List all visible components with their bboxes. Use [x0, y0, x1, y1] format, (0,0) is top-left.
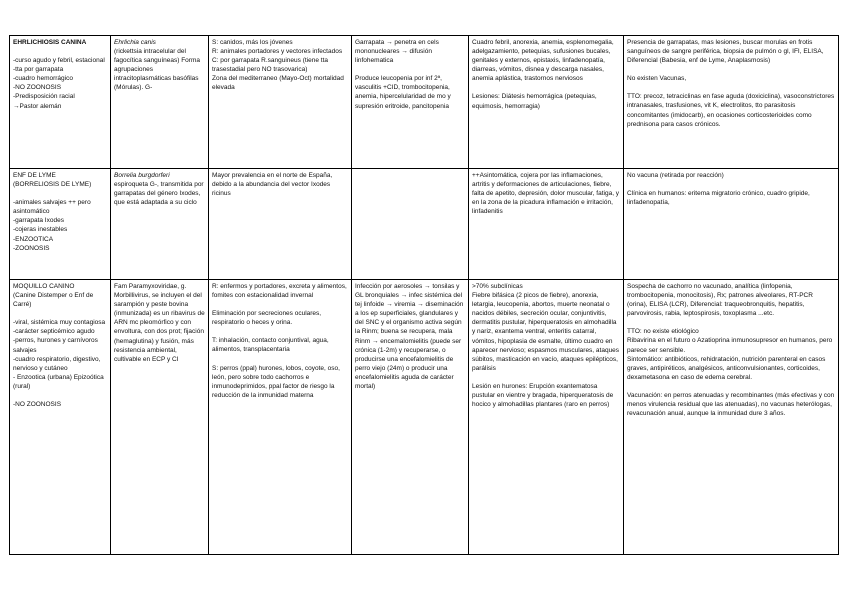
clinical-signs-cell: [469, 280, 624, 555]
cell-paragraph: Ribavirina en el futuro o Azatioprina inmunosupresor en humanos, pero parece ser sensible.: [627, 337, 835, 354]
cell-paragraph: TTO: no existe etiológico: [627, 328, 699, 336]
cell-paragraph: [212, 300, 348, 309]
cell-paragraph: Infección por aerosoles → tonsilas y GL bronquiales → infec sistémica del tej linfoide → viremia → diseminación a los ep superficiales, glandulares y del SNC y el organismo activa según la Rinm; buena se recupera, mala Rinm → encemalomielitis (puede ser crónica (1-2m) y recuperarse, o producirse una encefalomielitis de perro viejo (24m) o producir una encefalomielitis aguda de carácter mortal): [355, 283, 466, 391]
cell-paragraph: [355, 65, 465, 74]
cell-paragraph: Ehrlichia canis: [114, 39, 156, 46]
cell-paragraph: TTO: precoz, tetraciclinas en fase aguda (doxiciclina), vasoconstrictores intranasales, trasfusiones, vit K, electrolitos, tto parasitosis concomitantes (imidocarb), en ocasiones corticosterioides como prednisona para casos crónicos.: [627, 93, 837, 128]
cell-paragraph: -ZOONOSIS: [13, 244, 50, 252]
cell-paragraph: [212, 327, 348, 336]
pathogenesis-cell: [352, 36, 469, 169]
disease-comparison-table: [9, 35, 839, 555]
cell-paragraph: -tta por garrapata: [13, 66, 64, 74]
diagnosis-treatment-cell: [624, 36, 839, 169]
cell-paragraph: [13, 47, 107, 56]
etiology-cell: [111, 169, 209, 280]
cell-paragraph: [13, 391, 107, 400]
cell-paragraph: [627, 382, 835, 391]
cell-paragraph: Eliminación por secreciones oculares, respiratorio o heces y orina.: [212, 310, 323, 327]
cell-paragraph: -curso agudo y febril, estacional: [13, 57, 105, 65]
etiology-cell: [111, 280, 209, 555]
disease-name-cell: [10, 169, 111, 280]
cell-paragraph: C: por garrapata R.sanguineus (tiene tta trasestadial pero NO trasovarica): [212, 57, 330, 74]
clinical-signs-cell: [469, 36, 624, 169]
cell-paragraph: -perros, hurones y carnívoros salvajes: [13, 337, 100, 354]
cell-paragraph: -ENZOOTICA: [13, 235, 54, 243]
epidemiology-cell: [209, 169, 352, 280]
cell-paragraph: Produce leucopenia por inf 2ª, vasculitis +CID, trombocitopenia, anemia, hipercelularidad de mo y supresión eritroide, pancitopenia: [355, 75, 453, 110]
cell-paragraph: Fiebre bifásica (2 picos de fiebre), anorexia, letargia, leucopenia, abortos, muerte neonatal o nacidos débiles, secreción ocular, conjuntivitis, dermatitis pustular, hiperqueratosis en almohadilla y nariz, exantema ventral, enteritis catarral, vómitos, hipoplasia de esmalte, último cuadro en aparecer nervioso; espasmos musculares, ataques súbitos, masticación en vacío, ataques epilépticos, parálisis: [472, 292, 621, 372]
cell-paragraph: [627, 318, 835, 327]
cell-paragraph: Fam Paramyxoviridae, g. Morbillivirus, se incluyen el del sarampión y peste bovina (inmunizada) es un ribavirus de ARN mc pleomórfico y con envoltura, con dos prot; fijación (hemaglutina) y fusión, más resistencia ambiental, cultivable en ECP y CI: [114, 283, 207, 363]
cell-paragraph: >70% subclínicas: [472, 283, 523, 290]
cell-paragraph: Garrapata → penetra en cels mononucleares → difusión linfohematica: [355, 39, 441, 65]
cell-paragraph: [627, 180, 835, 189]
cell-paragraph: Presencia de garrapatas, mas lesiones, buscar morulas en frotis sanguíneos de sangre periférica, biopsia de pulmón o gl, IFI, ELISA, Diferencial (Babesia, enf de Lyme, Anaplasmosis): [627, 39, 826, 65]
cell-paragraph: Mayor prevalencia en el norte de España, debido a la abundancia del vector Ixodes ricinus: [212, 172, 335, 198]
table-row-lyme: [10, 169, 839, 280]
cell-paragraph: ENF DE LYME: [13, 172, 56, 179]
cell-paragraph: -cuadro respiratorio, digestivo, nervioso y cutáneo: [13, 355, 103, 372]
cell-paragraph: (BORRELIOSIS DE LYME): [13, 181, 92, 189]
disease-name-cell: [10, 36, 111, 169]
cell-paragraph: [472, 373, 620, 382]
cell-paragraph: →Pastor alemán: [13, 102, 62, 110]
cell-paragraph: EHRLICHIOSIS CANINA: [13, 39, 87, 46]
cell-paragraph: [212, 355, 348, 364]
cell-paragraph: -cojeras inestables: [13, 226, 68, 234]
cell-paragraph: -garrapata Ixodes: [13, 217, 64, 225]
cell-paragraph: MOQUILLO CANINO: [13, 283, 75, 290]
cell-paragraph: [13, 189, 107, 198]
cell-paragraph: No existen Vacunas,: [627, 75, 687, 83]
cell-paragraph: No vacuna (retirada por reacción): [627, 172, 724, 179]
cell-paragraph: R: animales portadores y vectores infectados: [212, 48, 343, 56]
cell-paragraph: S: perros (ppal) hurones, lobos, coyote, oso, león, pero sobre todo cachorros e inmunodeprimidos, ppal factor de riesgo la reducción de la inmunidad materna: [212, 364, 342, 399]
cell-paragraph: -NO ZOONOSIS: [13, 84, 62, 92]
cell-paragraph: Vacunación: en perros atenuadas y recombinantes (más efectivas y con menos virulencia residual que las atenuadas), no vacunas heterólogas, revacunación anual, aunque la inmunidad dure 3 años.: [627, 391, 837, 418]
cell-paragraph: R: enfermos y portadores, excreta y alimentos, fomites con estacionalidad invernal: [212, 283, 349, 300]
cell-paragraph: - Enzootica (urbana) Epizoótica (rural): [13, 373, 106, 390]
cell-paragraph: [627, 83, 835, 92]
epidemiology-cell: [209, 36, 352, 169]
table-row-moquillo: [10, 280, 839, 555]
cell-paragraph: Zona del mediterraneo (Mayo-Oct) mortalidad elevada: [212, 75, 346, 92]
cell-paragraph: [627, 65, 835, 74]
cell-paragraph: -viral, sistémica muy contagiosa: [13, 319, 106, 327]
cell-paragraph: [13, 309, 107, 318]
cell-paragraph: Cuadro febril, anorexia, anemia, esplenomegalia, adelgazamiento, petequias, sufusiones bucales, genitales y externos, epistaxis, linfadenopatía, diarreas, vómitos, disnea y descarga nasales, anemia aplástica, trastornos nerviosos: [472, 39, 616, 83]
cell-paragraph: Clínica en humanos: eritema migratorio crónico, cuadro gripide, linfadenopatía,: [627, 190, 812, 207]
clinical-signs-cell: [469, 169, 624, 280]
table-row-ehrlichiosis: [10, 36, 839, 169]
cell-paragraph: Sospecha de cachorro no vacunado, analítica (linfopenia, trombocitopenia, monocitosis), Rx; patrones alveolares, RT-PCR (orina), ELISA (LCR), Diferencial: traqueobronquitis, hepatitis, parvovirosis, rabia, leptospirosis, toxoplasma ...etc.: [627, 283, 815, 318]
diagnosis-treatment-cell: [624, 280, 839, 555]
cell-paragraph: (Canine Distemper o Enf de Carré): [13, 292, 96, 309]
pathogenesis-cell: [352, 280, 469, 555]
pathogenesis-cell: [352, 169, 469, 280]
cell-paragraph: ++Asintomática, cojera por las inflamaciones, artritis y deformaciones de articulaciones, fiebre, falta de apetito, depresión, dolor muscular, fatiga, y en la zona de la picadura inflamación e irritación, linfadenitis: [472, 172, 621, 216]
cell-paragraph: -Predisposición racial: [13, 93, 75, 101]
cell-paragraph: -NO ZOONOSIS: [13, 401, 62, 409]
disease-name-cell: [10, 280, 111, 555]
cell-paragraph: [472, 83, 620, 92]
etiology-cell: [111, 36, 209, 169]
cell-paragraph: -animales salvajes ++ pero asintomático: [13, 199, 93, 216]
cell-paragraph: (rickettsia intracelular del fagocítica sanguíneas) Forma agrupaciones intracitoplasmáticas basófilas (Mórulas). G-: [114, 48, 202, 92]
cell-paragraph: Sintomático: antibióticos, rehidratación, nutrición parenteral en casos graves, antipiréticos, analgésicos, anticonvulsionantes, corticoides, dexametasona en caso de edema cerebral.: [627, 355, 828, 381]
cell-paragraph: Lesión en hurones: Erupción exantematosa pustular en vientre y bragada, hiperqueratosis de hocico y almohadillas plantares (raro en perros): [472, 382, 616, 409]
cell-paragraph: -cuadro hemorrágico: [13, 75, 73, 83]
cell-paragraph: -carácter septicémico agudo: [13, 328, 95, 336]
cell-paragraph: espiroqueta G-, transmitida por garrapatas del género Ixodes, que está adaptada a su ciclo: [114, 181, 206, 207]
epidemiology-cell: [209, 280, 352, 555]
cell-paragraph: Borrelia burgdorferi: [114, 172, 170, 179]
cell-paragraph: T: inhalación, contacto conjuntival, agua, alimentos, transplacentaria: [212, 337, 331, 354]
cell-paragraph: Lesiones: Diátesis hemorrágica (petequias, equimosis, hemorragia): [472, 93, 599, 110]
diagnosis-treatment-cell: [624, 169, 839, 280]
cell-paragraph: S: canidos, más los jóvenes: [212, 39, 293, 46]
